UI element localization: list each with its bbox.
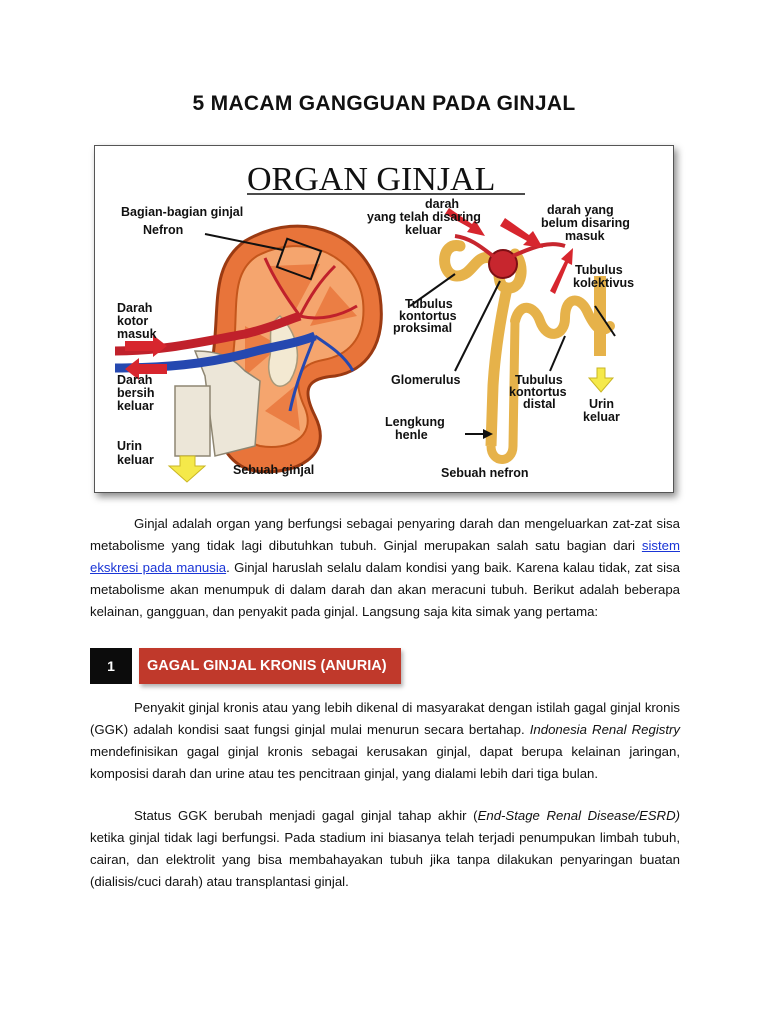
para2-italic: End-Stage Renal Disease/ESRD) [477, 808, 680, 823]
label-urin-kanan-2: keluar [583, 410, 620, 424]
diagram-heading: ORGAN GINJAL [247, 161, 496, 198]
label-darah-belum-2: belum disaring [541, 216, 630, 230]
para2-text-1: Status GGK berubah menjadi gagal ginjal tahap akhir ( [134, 808, 478, 823]
label-tubulus-kolektivus-2: kolektivus [573, 276, 635, 290]
section-1-header [90, 648, 401, 684]
label-sebuah-nefron: Sebuah nefron [441, 466, 529, 480]
label-lengkung-henle-2: henle [395, 428, 428, 442]
label-tubulus-distal-2: kontortus [509, 385, 567, 399]
kidney-illustration [95, 146, 673, 492]
label-darah-disaring-2: yang telah disaring [367, 210, 481, 224]
label-nefron: Nefron [143, 223, 184, 237]
link-sistem-ekskresi[interactable]: sistem ekskresi pada manusia [90, 538, 680, 575]
label-darah-disaring: darah [425, 197, 460, 211]
label-darah-belum-3: masuk [565, 229, 605, 243]
label-darah-bersih-2: bersih [117, 386, 155, 400]
kidney-diagram [94, 145, 674, 493]
label-tubulus-proksimal-2: kontortus [399, 309, 457, 323]
label-tubulus-proksimal: Tubulus [405, 297, 453, 311]
label-darah-disaring-3: keluar [405, 223, 442, 237]
label-glomerulus: Glomerulus [391, 373, 461, 387]
label-darah-belum: darah yang [547, 203, 614, 217]
label-urin-kiri: Urin [117, 439, 142, 453]
label-urin-kanan: Urin [589, 397, 614, 411]
para2-text-2: ketika ginjal tidak lagi berfungsi. Pada stadium ini biasanya telah terjadi penumpukan limbah tubuh, cairan, dan elektrolit yang bisa membahayakan tubuh jika tanpa dilakukan penyaringan buatan (dialisis/cuci darah) atau transplantasi ginjal. [90, 830, 680, 889]
label-darah-bersih: Darah [117, 373, 153, 387]
label-tubulus-distal: Tubulus [515, 373, 563, 387]
label-tubulus-proksimal-3: proksimal [393, 321, 453, 335]
paragraph-esrd [90, 805, 680, 893]
intro-text-1: Ginjal adalah organ yang berfungsi sebagai penyaring darah dan mengeluarkan zat-zat sisa metabolisme yang tidak lagi dibutuhkan tubuh. Ginjal merupakan salah satu bagian dari [90, 516, 680, 553]
para1-text-1: Penyakit ginjal kronis atau yang lebih dikenal di masyarakat dengan istilah gagal ginjal kronis (GGK) adalah kondisi saat fungsi ginjal mulai menurun secara bertahap. [90, 700, 680, 737]
label-sebuah-ginjal: Sebuah ginjal [233, 463, 315, 477]
label-urin-kiri-2: keluar [117, 453, 154, 467]
label-lengkung-henle: Lengkung [385, 415, 445, 429]
intro-paragraph [90, 513, 680, 623]
document-title: 5 MACAM GANGGUAN PADA GINJAL [192, 92, 576, 115]
label-darah-kotor-2: kotor [117, 314, 149, 328]
section-heading: GAGAL GINJAL KRONIS (ANURIA) [139, 648, 401, 684]
label-bagian: Bagian-bagian ginjal [121, 205, 244, 219]
label-darah-kotor-3: masuk [117, 327, 157, 341]
label-tubulus-distal-3: distal [523, 397, 556, 411]
label-darah-kotor: Darah [117, 301, 153, 315]
intro-text-2: . Ginjal haruslah selalu dalam kondisi yang baik. Karena kalau tidak, zat sisa metabolisme akan menumpuk di dalam darah dan akan meracuni tubuh. Berikut adalah beberapa kelainan, gangguan, dan penyakit pada ginjal. Langsung saja kita simak yang pertama: [90, 560, 680, 619]
section-number: 1 [90, 648, 132, 684]
paragraph-ggk [90, 697, 680, 785]
label-tubulus-kolektivus: Tubulus [575, 263, 623, 277]
para1-text-2: mendefinisikan gagal ginjal kronis sebagai kerusakan ginjal, dapat berupa kelainan jaringan, komposisi darah dan urine atau tes pencitraan ginjal, yang dialami lebih dari tiga bulan. [90, 744, 680, 781]
para1-italic: Indonesia Renal Registry [529, 722, 680, 737]
label-darah-bersih-3: keluar [117, 399, 154, 413]
